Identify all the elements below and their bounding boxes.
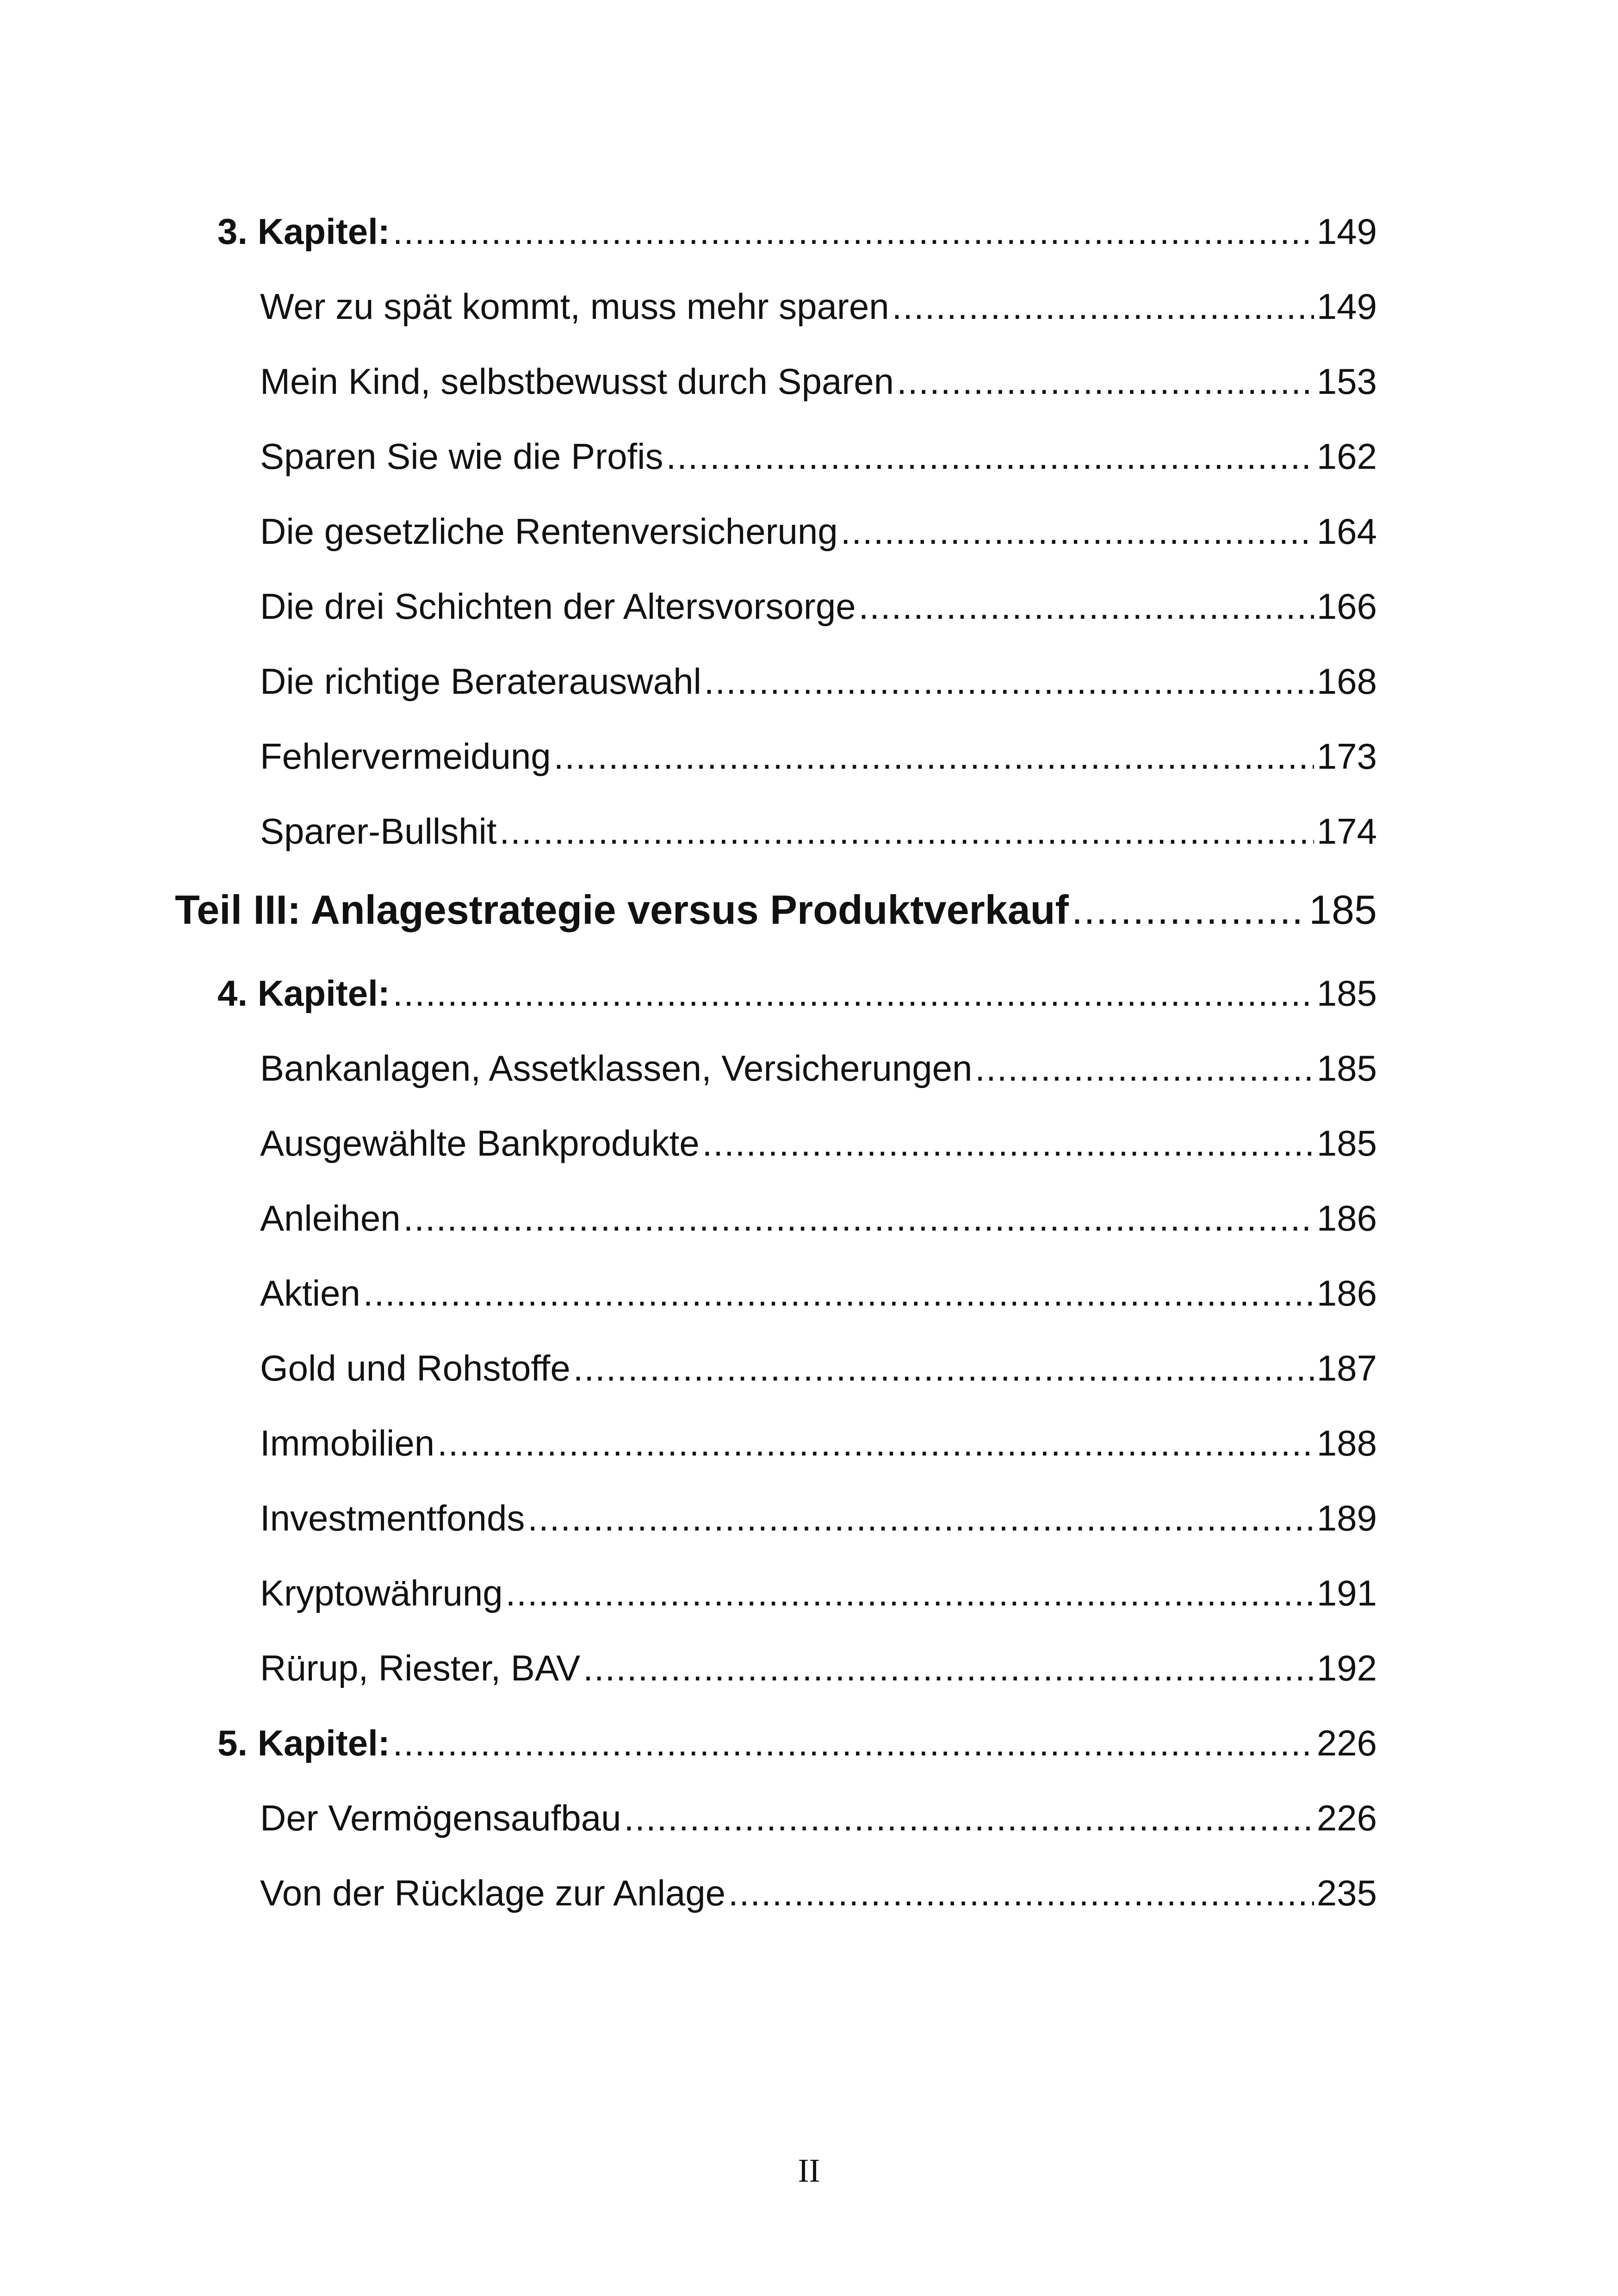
toc-entry-section[interactable]: [260, 579, 1377, 634]
toc-entry-section[interactable]: [260, 803, 1377, 859]
page-number: II: [798, 2152, 820, 2189]
toc-entry-label: Sparen Sie wie die Profis: [260, 436, 663, 477]
toc-entry-section[interactable]: [260, 1790, 1377, 1846]
dot-leader: [437, 1415, 1314, 1471]
dot-leader: [506, 1565, 1314, 1621]
dot-leader: [403, 1190, 1314, 1246]
toc-entry-page: 188: [1316, 1423, 1377, 1463]
toc-entry-page: 149: [1316, 286, 1377, 327]
toc-entry-page: 173: [1316, 736, 1377, 777]
toc-entry-page: 185: [1309, 887, 1377, 933]
dot-leader: [393, 965, 1314, 1021]
toc-entry-label: Sparer-Bullshit: [260, 811, 497, 852]
toc-entry-page: 189: [1316, 1498, 1377, 1538]
toc-entry-section[interactable]: [260, 504, 1377, 559]
toc-entry-section[interactable]: [260, 1490, 1377, 1546]
toc-entry-label: Mein Kind, selbstbewusst durch Sparen: [260, 361, 894, 402]
toc-entry-label: Wer zu spät kommt, muss mehr sparen: [260, 286, 889, 327]
toc-entry-page: 166: [1316, 586, 1377, 627]
toc-entry-label: Investmentfonds: [260, 1498, 525, 1538]
dot-leader: [624, 1790, 1314, 1846]
toc-entry-chapter-4[interactable]: [217, 965, 1377, 1021]
toc-entry-page: 185: [1316, 1048, 1377, 1089]
toc-entry-label: Gold und Rohstoffe: [260, 1348, 570, 1388]
toc-entry-label: Fehlervermeidung: [260, 736, 551, 777]
dot-leader: [704, 653, 1314, 709]
toc-entry-page: 185: [1316, 1123, 1377, 1164]
dot-leader: [583, 1640, 1314, 1696]
toc-entry-section[interactable]: [260, 1115, 1377, 1171]
toc-entry-page: 226: [1316, 1723, 1377, 1763]
toc-entry-page: 153: [1316, 361, 1377, 402]
toc-entry-page: 235: [1316, 1873, 1377, 1913]
toc-entry-section[interactable]: [260, 1265, 1377, 1321]
dot-leader: [527, 1490, 1314, 1546]
toc-entry-section[interactable]: [260, 1565, 1377, 1621]
toc-entry-chapter-5[interactable]: [217, 1715, 1377, 1771]
toc-entry-part-3[interactable]: [175, 877, 1377, 942]
toc-entry-label: 5. Kapitel:: [217, 1723, 390, 1763]
toc-entry-section[interactable]: [260, 653, 1377, 709]
toc-entry-label: Ausgewählte Bankprodukte: [260, 1123, 700, 1164]
toc-entry-page: 162: [1316, 436, 1377, 477]
dot-leader: [554, 728, 1314, 784]
toc-entry-label: Teil III: Anlagestrategie versus Produktverkauf: [175, 887, 1069, 933]
dot-leader: [393, 204, 1314, 259]
toc-entry-section[interactable]: [260, 429, 1377, 484]
toc-entry-page: 186: [1316, 1273, 1377, 1313]
toc-entry-section[interactable]: [260, 1190, 1377, 1246]
dot-leader: [728, 1865, 1314, 1921]
dot-leader: [1072, 877, 1306, 942]
toc-entry-section[interactable]: [260, 1040, 1377, 1096]
dot-leader: [859, 579, 1314, 634]
toc-entry-label: Aktien: [260, 1273, 360, 1313]
toc-entry-section[interactable]: [260, 728, 1377, 784]
toc-entry-label: Bankanlagen, Assetklassen, Versicherungen: [260, 1048, 973, 1089]
dot-leader: [841, 504, 1314, 559]
toc-entry-section[interactable]: [260, 279, 1377, 334]
dot-leader: [897, 354, 1314, 409]
dot-leader: [500, 803, 1314, 859]
toc-entry-page: 191: [1316, 1573, 1377, 1613]
toc-entry-label: 3. Kapitel:: [217, 211, 390, 252]
dot-leader: [975, 1040, 1314, 1096]
toc-entry-section[interactable]: [260, 354, 1377, 409]
toc-entry-page: 185: [1316, 973, 1377, 1014]
toc-entry-page: 168: [1316, 661, 1377, 702]
toc-entry-label: Von der Rücklage zur Anlage: [260, 1873, 726, 1913]
toc-entry-page: 149: [1316, 211, 1377, 252]
dot-leader: [892, 279, 1314, 334]
toc-entry-label: 4. Kapitel:: [217, 973, 390, 1014]
dot-leader: [393, 1715, 1314, 1771]
toc-entry-section[interactable]: [260, 1340, 1377, 1396]
toc-entry-section[interactable]: [260, 1865, 1377, 1921]
toc-entry-label: Die richtige Beraterauswahl: [260, 661, 701, 702]
toc-entry-label: Die drei Schichten der Altersvorsorge: [260, 586, 856, 627]
toc-entry-label: Kryptowährung: [260, 1573, 503, 1613]
toc-entry-label: Immobilien: [260, 1423, 435, 1463]
dot-leader: [573, 1340, 1314, 1396]
toc-entry-label: Rürup, Riester, BAV: [260, 1648, 581, 1688]
toc-entry-label: Die gesetzliche Rentenversicherung: [260, 511, 838, 552]
toc-entry-page: 226: [1316, 1798, 1377, 1838]
toc-entry-page: 187: [1316, 1348, 1377, 1388]
toc-entry-page: 174: [1316, 811, 1377, 852]
dot-leader: [666, 429, 1314, 484]
toc-entry-label: Anleihen: [260, 1198, 401, 1238]
dot-leader: [363, 1265, 1314, 1321]
toc-entry-chapter-3[interactable]: [217, 204, 1377, 259]
toc-entry-label: Der Vermögensaufbau: [260, 1798, 621, 1838]
toc-entry-page: 192: [1316, 1648, 1377, 1688]
toc-entry-section[interactable]: [260, 1415, 1377, 1471]
toc-entry-section[interactable]: [260, 1640, 1377, 1696]
toc-entry-page: 186: [1316, 1198, 1377, 1238]
dot-leader: [702, 1115, 1314, 1171]
toc-entry-page: 164: [1316, 511, 1377, 552]
